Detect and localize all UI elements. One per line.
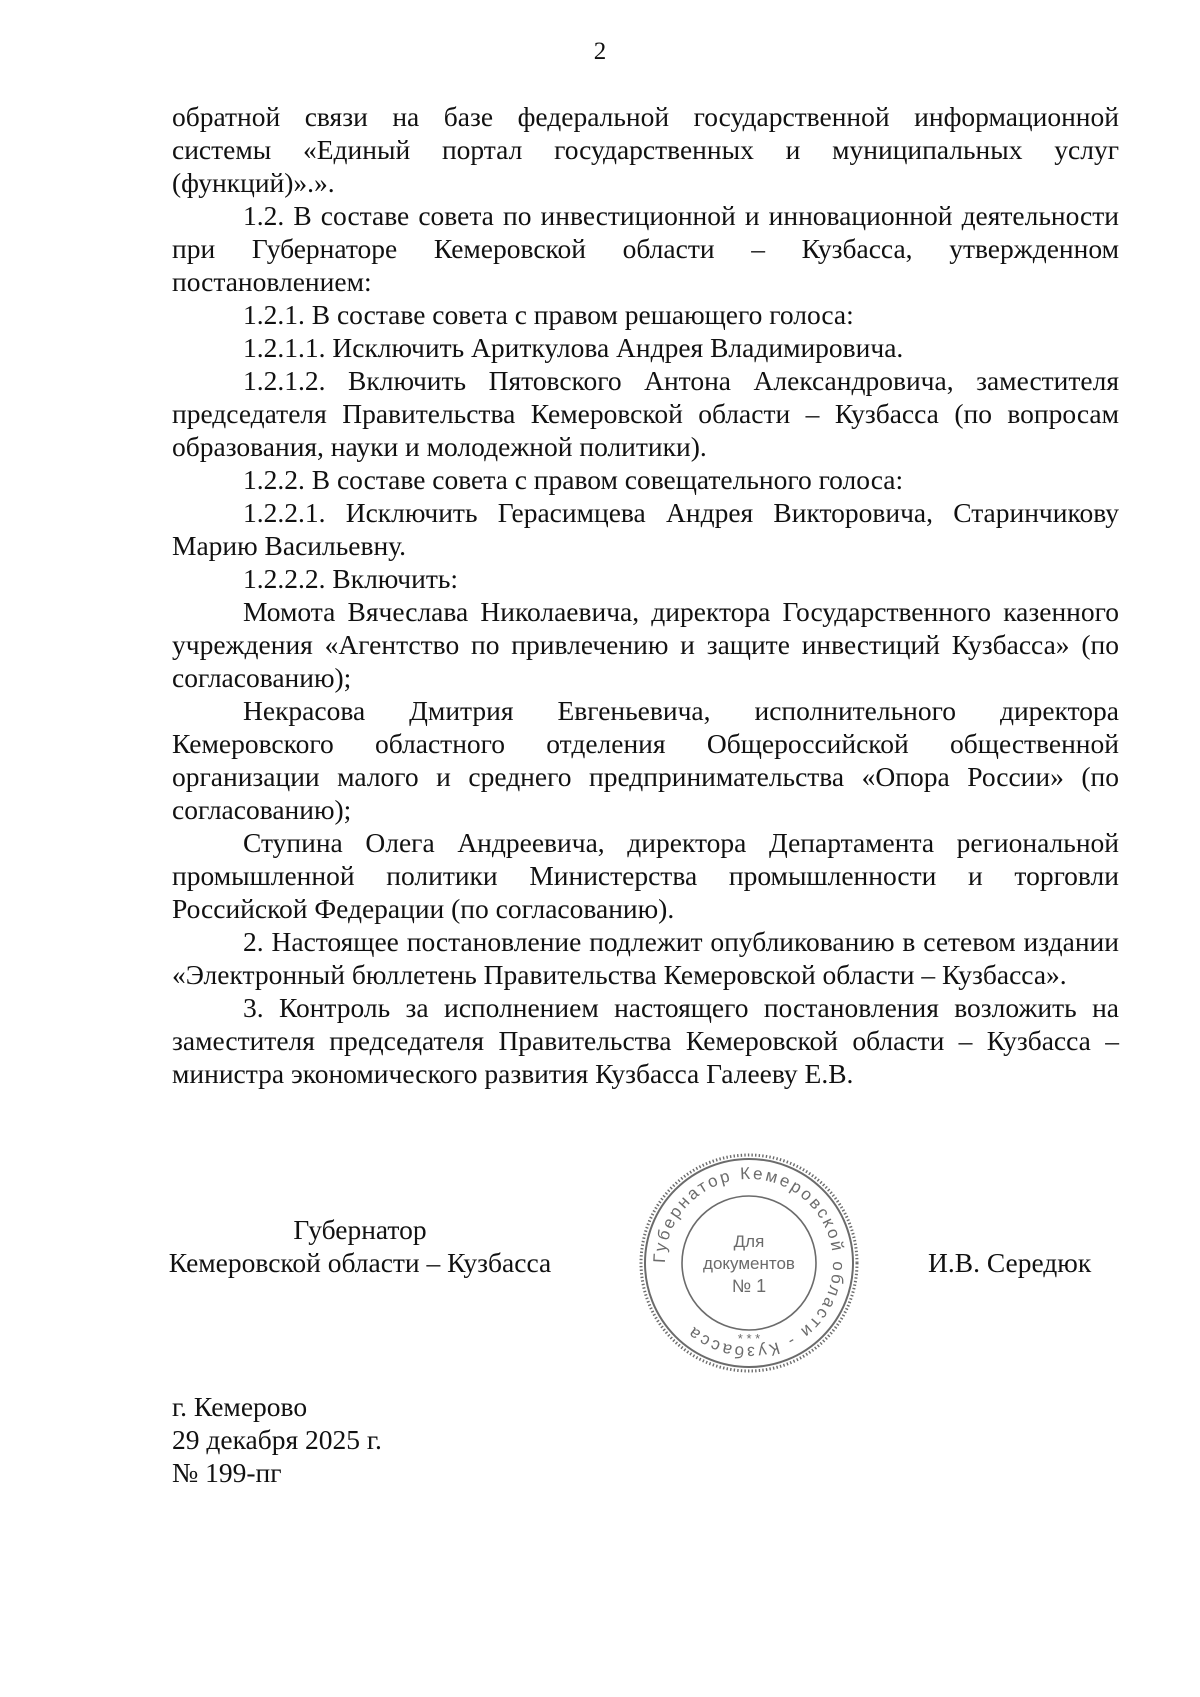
signatory-name: И.В. Середюк [928, 1247, 1092, 1278]
signatory-title [150, 1213, 570, 1279]
paragraph: Ступина Олега Андреевича, директора Департамента региональной промышленной политики Министерства промышленности и торговли Российской Федерации (по согласованию). [172, 827, 1119, 924]
footer-city: г. Кемерово [172, 1391, 308, 1422]
paragraph: Некрасова Дмитрия Евгеньевича, исполнительного директора Кемеровского областного отделения Общероссийской общественной организации малого и среднего предпринимательства «Опора России» (по согласованию); [172, 695, 1119, 825]
signatory-title-line1: Губернатор [293, 1214, 427, 1245]
paragraph: Момота Вячеслава Николаевича, директора Государственного казенного учреждения «Агентство по привлечению и защите инвестиций Кузбасса» (по согласованию); [172, 596, 1119, 693]
official-seal [636, 1152, 862, 1374]
document-footer [172, 1390, 382, 1489]
paragraph: 3. Контроль за исполнением настоящего постановления возложить на заместителя председателя Правительства Кемеровской области – Кузбасса – министра экономического развития Кузбасса Галееву Е.В. [172, 992, 1119, 1089]
paragraph: обратной связи на базе федеральной государственной информационной системы «Единый портал государственных и муниципальных услуг (функций)».». [172, 101, 1119, 198]
paragraph: 1.2.2.2. Включить: [243, 563, 459, 594]
paragraph: 1.2.2.1. Исключить Герасимцева Андрея Викторовича, Старинчикову Марию Васильевну. [172, 497, 1119, 561]
seal-center-line3: № 1 [731, 1276, 767, 1296]
paragraph: 1.2.2. В составе совета с правом совещательного голоса: [243, 464, 904, 495]
paragraph: 2. Настоящее постановление подлежит опубликованию в сетевом издании «Электронный бюллетень Правительства Кемеровской области – Кузбасса». [172, 926, 1119, 990]
footer-date: 29 декабря 2025 г. [172, 1424, 382, 1455]
paragraph: 1.2.1. В составе совета с правом решающего голоса: [243, 299, 854, 330]
paragraph: 1.2.1.1. Исключить Ариткулова Андрея Владимировича. [243, 332, 904, 363]
seal-ring-text: Губернатор Кемеровской области - Кузбасса [649, 1163, 849, 1363]
paragraph: 1.2. В составе совета по инвестиционной и инновационной деятельности при Губернаторе Кемеровской области – Кузбасса, утвержденном постановлением: [172, 200, 1119, 297]
paragraph: 1.2.1.2. Включить Пятовского Антона Александровича, заместителя председателя Правительства Кемеровской области – Кузбасса (по вопросам образования, науки и молодежной политики). [172, 365, 1119, 462]
signatory-title-line2: Кемеровской области – Кузбасса [168, 1247, 552, 1278]
document-body [172, 100, 1119, 1090]
footer-number: № 199-пг [172, 1457, 282, 1488]
seal-center-line1: Для [733, 1232, 765, 1251]
seal-center-line2: документов [703, 1254, 795, 1273]
seal-stars: * * * [737, 1331, 761, 1346]
page-number: 2 [593, 38, 607, 65]
